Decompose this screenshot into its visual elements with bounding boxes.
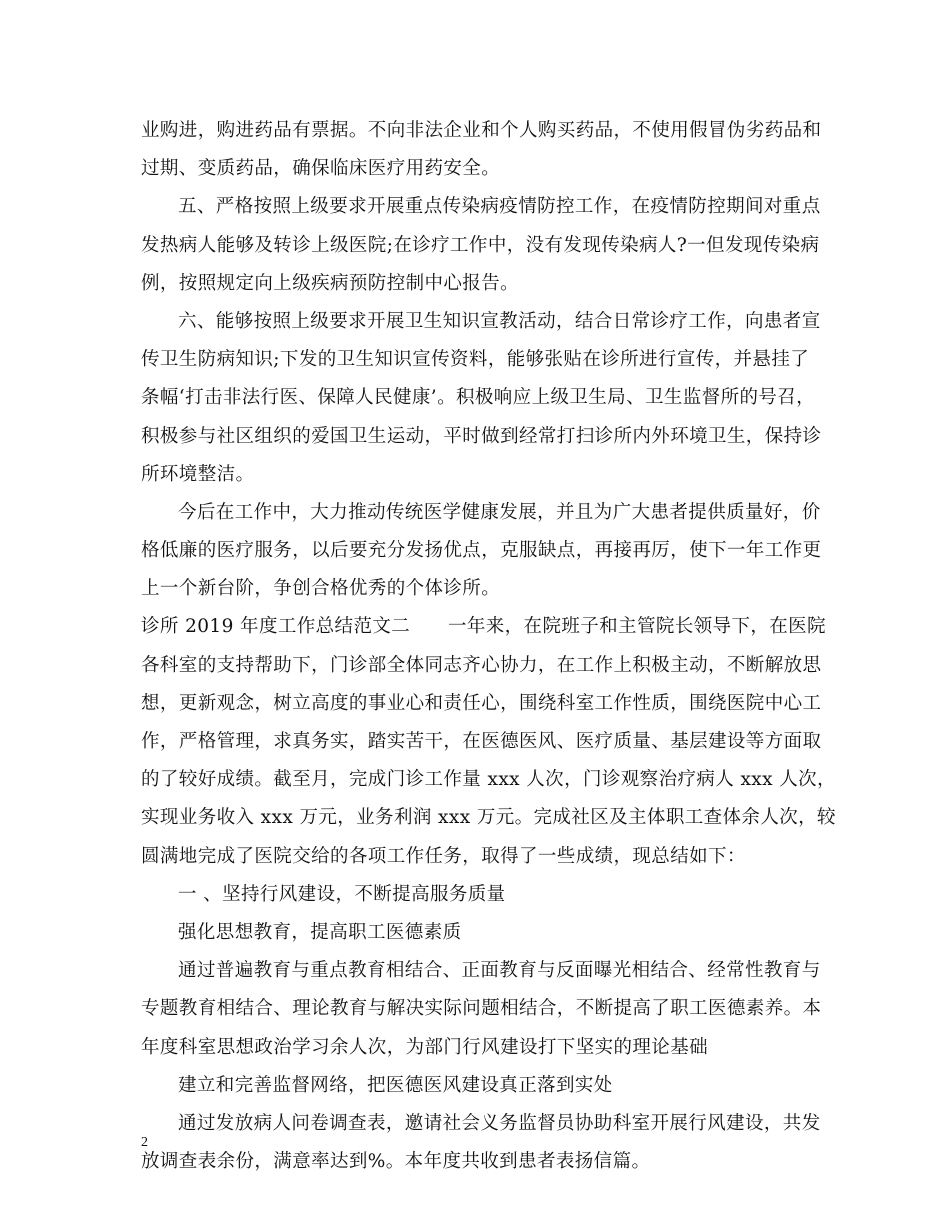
text-line: 例，按照规定向上级疾病预防控制中心报告。 [141, 272, 520, 294]
text-line: 建立和完善监督网络，把医德医风建设真正落到实处 [178, 1074, 613, 1096]
text-line: 实现业务收入 xxx 万元，业务利润 xxx 万元。完成社区及主体职工查体余人次，较 [141, 807, 836, 829]
text-line: 放调查表余份，满意率达到%。本年度共收到患者表扬信篇。 [141, 1151, 651, 1173]
text-line: 的了较好成绩。截至月，完成门诊工作量 xxx 人次，门诊观察治疗病人 xxx 人次， [141, 769, 836, 791]
text-line: 过期、变质药品，确保临床医疗用药安全。 [141, 158, 501, 180]
text-line: 年度科室思想政治学习余人次，为部门行风建设打下坚实的理论基础 [141, 1036, 709, 1058]
text-line: 条幅‘打击非法行医、保障人民健康’。积极响应上级卫生局、卫生监督所的号召， [141, 387, 816, 409]
text-line: 各科室的支持帮助下，门诊部全体同志齐心协力，在工作上积极主动，不断解放思 [141, 654, 822, 676]
text-line: 作，严格管理，求真务实，踏实苦干，在医德医风、医疗质量、基层建设等方面取 [141, 731, 822, 752]
text-line: 想，更新观念，树立高度的事业心和责任心，围绕科室工作性质，围绕医院中心工 [141, 692, 822, 714]
text-line: 五、严格按照上级要求开展重点传染病疫情防控工作，在疫情防控期间对重点 [178, 196, 821, 218]
text-line: 六、能够按照上级要求开展卫生知识宣教活动，结合日常诊疗工作，向患者宣 [178, 310, 821, 332]
text-line: 专题教育相结合、理论教育与解决实际问题相结合，不断提高了职工医德素养。本 [141, 998, 822, 1020]
text-line: 传卫生防病知识;下发的卫生知识宣传资料，能够张贴在诊所进行宣传，并悬挂了 [141, 349, 810, 371]
text-line: 通过发放病人问卷调查表，邀请社会义务监督员协助科室开展行风建设，共发 [178, 1112, 821, 1134]
text-line: 发热病人能够及转诊上级医院;在诊疗工作中，没有发现传染病人?一但发现传染病 [141, 234, 820, 256]
text-line: 通过普遍教育与重点教育相结合、正面教育与反面曝光相结合、经常性教育与 [178, 960, 821, 982]
text-line: 格低廉的医疗服务，以后要充分发扬优点，克服缺点，再接再厉，使下一年工作更 [141, 540, 822, 562]
text-line: 强化思想教育，提高职工医德素质 [178, 921, 462, 943]
text-line: 所环境整洁。 [141, 463, 255, 485]
text-line: 上一个新台阶，争创合格优秀的个体诊所。 [141, 578, 501, 600]
document-body [141, 112, 836, 1181]
text-line: 今后在工作中，大力推动传统医学健康发展，并且为广大患者提供质量好，价 [178, 501, 821, 523]
text-line: 圆满地完成了医院交给的各项工作任务，取得了一些成绩，现总结如下： [141, 845, 746, 867]
text-line: 诊所 2019 年度工作总结范文二 一年来，在院班子和主管院长领导下，在医院 [141, 616, 826, 638]
text-line: 积极参与社区组织的爱国卫生运动，平时做到经常打扫诊所内外环境卫生，保持诊 [141, 425, 822, 447]
text-line: 业购进，购进药品有票据。不向非法企业和个人购买药品，不使用假冒伪劣药品和 [141, 120, 822, 141]
page-number: 2 [141, 1135, 148, 1150]
text-line: 一 、坚持行风建设，不断提高服务质量 [178, 883, 506, 905]
